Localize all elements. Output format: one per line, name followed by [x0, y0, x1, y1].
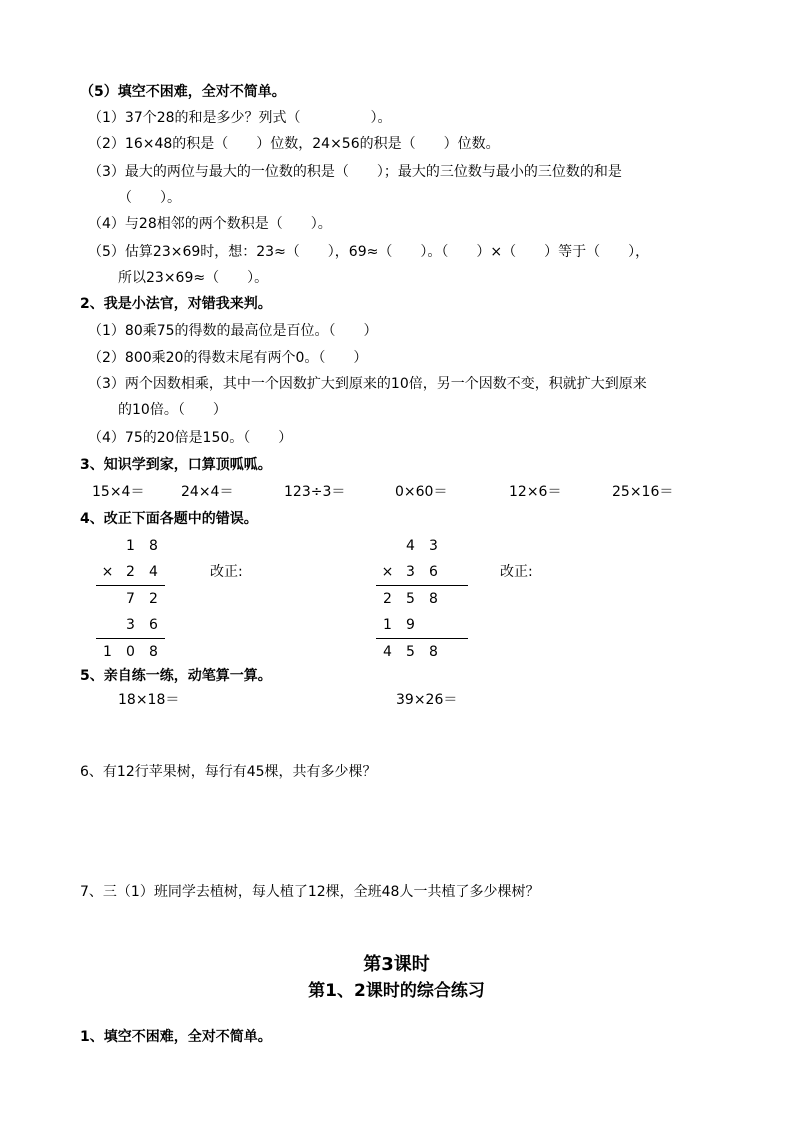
digit: 4 — [376, 639, 399, 666]
section7-question: 7、三（1）班同学去植树，每人植了12棵，全班48人一共植了多少棵树？ — [80, 884, 540, 900]
oral-item: 24×4＝ — [181, 484, 234, 500]
digit: 3 — [406, 564, 415, 580]
digit: 4 — [149, 564, 158, 580]
oral-item: 15×4＝ — [92, 484, 145, 500]
section5-heading: 5、亲自练一练，动笔算一算。 — [80, 668, 272, 684]
section2-q1: （1）80乘75的得数的最高位是百位。（ ） — [88, 323, 378, 339]
oral-item: 0×60＝ — [395, 484, 448, 500]
lesson-subtitle: 第1、2课时的综合练习 — [308, 981, 485, 1001]
digit — [96, 612, 119, 639]
digit: 8 — [149, 538, 158, 554]
digit — [96, 533, 119, 559]
section4-heading: 4、改正下面各题中的错误。 — [80, 511, 258, 527]
part5-q2: （2）16×48的积是（ ）位数，24×56的积是（ ）位数。 — [88, 136, 500, 152]
section2-q4: （4）75的20倍是150。（ ） — [88, 430, 293, 446]
digit: 1 — [126, 538, 135, 554]
part5-q3-line2: （ ）。 — [118, 190, 181, 206]
part5-q3-line1: （3）最大的两位与最大的一位数的积是（ ）；最大的三位数与最小的三位数的和是 — [88, 164, 622, 180]
oral-item: 123÷3＝ — [284, 484, 346, 500]
digit: 2 — [126, 564, 135, 580]
oral-item: 25×16＝ — [612, 484, 674, 500]
digit: 1 — [96, 639, 119, 666]
section2-q2: （2）800乘20的得数末尾有两个0。（ ） — [88, 350, 368, 366]
vertical-calc-2 — [376, 533, 468, 665]
lesson3-first-heading: 1、填空不困难，全对不简单。 — [80, 1029, 272, 1045]
digit — [422, 612, 445, 639]
section3-heading: 3、知识学到家，口算顶呱呱。 — [80, 457, 272, 473]
part5-q5-line1: （5）估算23×69时，想：23≈（ ），69≈（ ）。（ ）×（ ）等于（ ）， — [88, 244, 650, 260]
digit: 4 — [406, 538, 415, 554]
vertical-calc-1 — [96, 533, 165, 665]
digit: 0 — [119, 639, 142, 666]
correct-label: 改正: — [500, 564, 533, 580]
digit: 8 — [142, 639, 165, 666]
digit: × — [101, 564, 114, 580]
digit: 1 — [383, 617, 392, 633]
section2-q3-line1: （3）两个因数相乘，其中一个因数扩大到原来的10倍，另一个因数不变，积就扩大到原来 — [88, 376, 647, 392]
digit: 6 — [149, 617, 158, 633]
section2-q3-line2: 的10倍。（ ） — [118, 402, 227, 418]
digit: 2 — [376, 586, 399, 613]
part5-q4: （4）与28相邻的两个数积是（ ）。 — [88, 216, 332, 232]
digit: 8 — [422, 639, 445, 666]
digit: × — [381, 564, 394, 580]
section2-heading: 2、我是小法官，对错我来判。 — [80, 296, 272, 312]
digit: 3 — [126, 617, 135, 633]
oral-item: 12×6＝ — [509, 484, 562, 500]
digit: 5 — [399, 586, 422, 613]
digit: 6 — [429, 564, 438, 580]
digit: 7 — [119, 586, 142, 613]
practice-item: 18×18＝ — [118, 692, 180, 708]
digit: 3 — [429, 538, 438, 554]
part5-q5-line2: 所以23×69≈（ ）。 — [118, 270, 269, 286]
digit: 5 — [399, 639, 422, 666]
lesson-title: 第3课时 — [363, 954, 430, 975]
practice-item: 39×26＝ — [396, 692, 458, 708]
digit — [376, 533, 399, 559]
digit: 8 — [422, 586, 445, 613]
part5-heading: （5）填空不困难，全对不简单。 — [80, 84, 286, 100]
correct-label: 改正: — [210, 564, 243, 580]
digit: 9 — [406, 617, 415, 633]
digit — [96, 586, 119, 613]
section6-question: 6、有12行苹果树，每行有45棵，共有多少棵？ — [80, 764, 377, 780]
part5-q1: （1）37个28的和是多少？列式（ ）。 — [88, 110, 392, 126]
digit: 2 — [142, 586, 165, 613]
